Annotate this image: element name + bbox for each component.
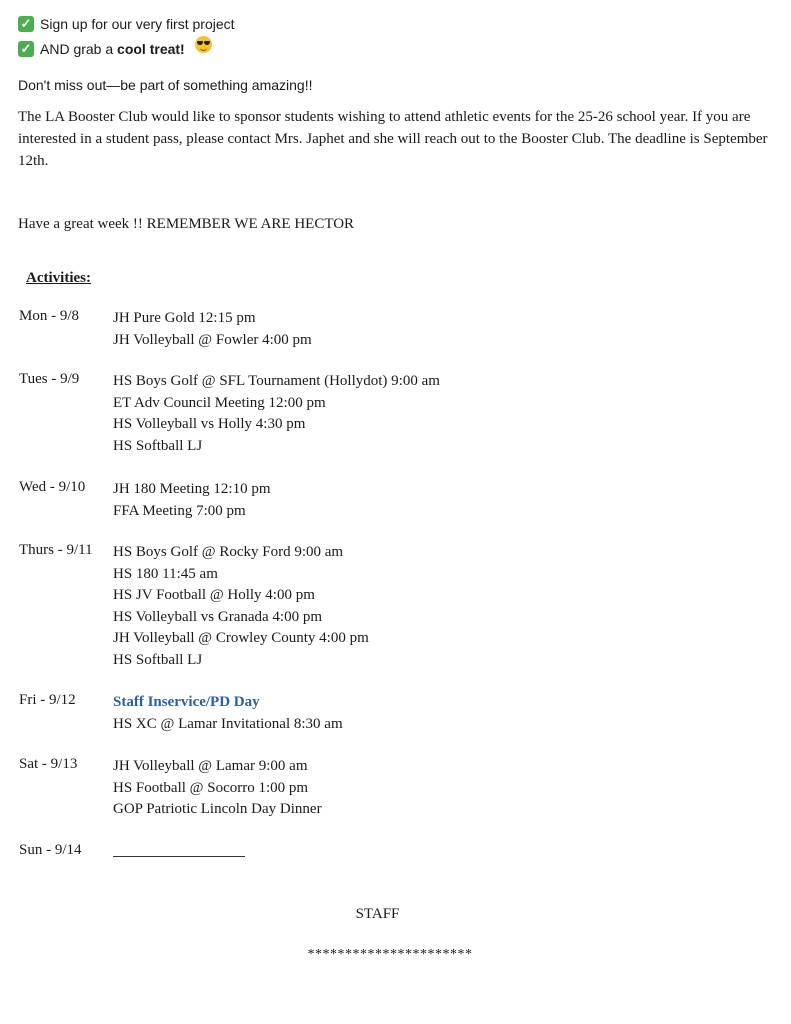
event-item: JH Volleyball @ Fowler 4:00 pm bbox=[113, 331, 312, 348]
event-item: HS XC @ Lamar Invitational 8:30 am bbox=[113, 715, 343, 732]
day-label: Mon - 9/8 bbox=[19, 308, 79, 324]
day-label: Fri - 9/12 bbox=[19, 692, 76, 708]
promo-line-2-bold: cool treat! bbox=[117, 40, 185, 57]
booster-paragraph: The LA Booster Club would like to sponsor students wishing to attend athletic events for the 25-26 school year. If you are interested in a student pass, please contact Mrs. Japhet and she will reach out to the Booster Club. The deadline is September 12th. bbox=[18, 109, 768, 169]
event-item: HS Softball LJ bbox=[113, 437, 203, 454]
tagline: Don't miss out—be part of something amazing!! bbox=[18, 77, 313, 93]
day-label: Sun - 9/14 bbox=[19, 842, 82, 858]
stars-divider: ********************** bbox=[307, 947, 473, 962]
event-item: HS Softball LJ bbox=[113, 651, 203, 668]
event-item: HS 180 11:45 am bbox=[113, 565, 218, 582]
event-item: JH Volleyball @ Crowley County 4:00 pm bbox=[113, 630, 369, 646]
blank-line bbox=[113, 842, 245, 857]
event-item: HS JV Football @ Holly 4:00 pm bbox=[113, 587, 315, 603]
staff-heading: STAFF bbox=[355, 906, 400, 922]
event-item: HS Football @ Socorro 1:00 pm bbox=[113, 779, 309, 796]
closing-line: Have a great week !! REMEMBER WE ARE HECTOR bbox=[18, 216, 355, 232]
day-label: Thurs - 9/11 bbox=[19, 542, 93, 558]
event-item: FFA Meeting 7:00 pm bbox=[113, 502, 246, 519]
check-mark-icon: ✓ bbox=[18, 16, 34, 32]
event-item: HS Boys Golf @ Rocky Ford 9:00 am bbox=[113, 544, 344, 560]
event-item: ET Adv Council Meeting 12:00 pm bbox=[113, 394, 326, 411]
event-item: JH 180 Meeting 12:10 pm bbox=[113, 481, 271, 497]
promo-line-2-text: AND grab a bbox=[40, 40, 118, 57]
day-label: Sat - 9/13 bbox=[19, 756, 78, 772]
event-item: GOP Patriotic Lincoln Day Dinner bbox=[113, 801, 322, 817]
day-label: Tues - 9/9 bbox=[19, 371, 80, 387]
event-item: HS Volleyball vs Holly 4:30 pm bbox=[113, 416, 306, 432]
event-item: HS Volleyball vs Granada 4:00 pm bbox=[113, 608, 323, 625]
promo-line-1 bbox=[18, 16, 235, 32]
event-item: HS Boys Golf @ SFL Tournament (Hollydot) 9:00 am bbox=[113, 373, 440, 389]
event-item: JH Pure Gold 12:15 pm bbox=[113, 310, 256, 326]
event-highlight: Staff Inservice/PD Day bbox=[113, 694, 260, 710]
sunglasses-emoji-icon bbox=[195, 36, 212, 53]
promo-line-2 bbox=[18, 40, 212, 57]
event-item: JH Volleyball @ Lamar 9:00 am bbox=[113, 758, 308, 774]
check-mark-icon: ✓ bbox=[18, 41, 34, 57]
day-label: Wed - 9/10 bbox=[19, 479, 86, 495]
promo-line-1-text: Sign up for our very first project bbox=[40, 16, 235, 32]
activities-heading: Activities: bbox=[26, 270, 91, 286]
